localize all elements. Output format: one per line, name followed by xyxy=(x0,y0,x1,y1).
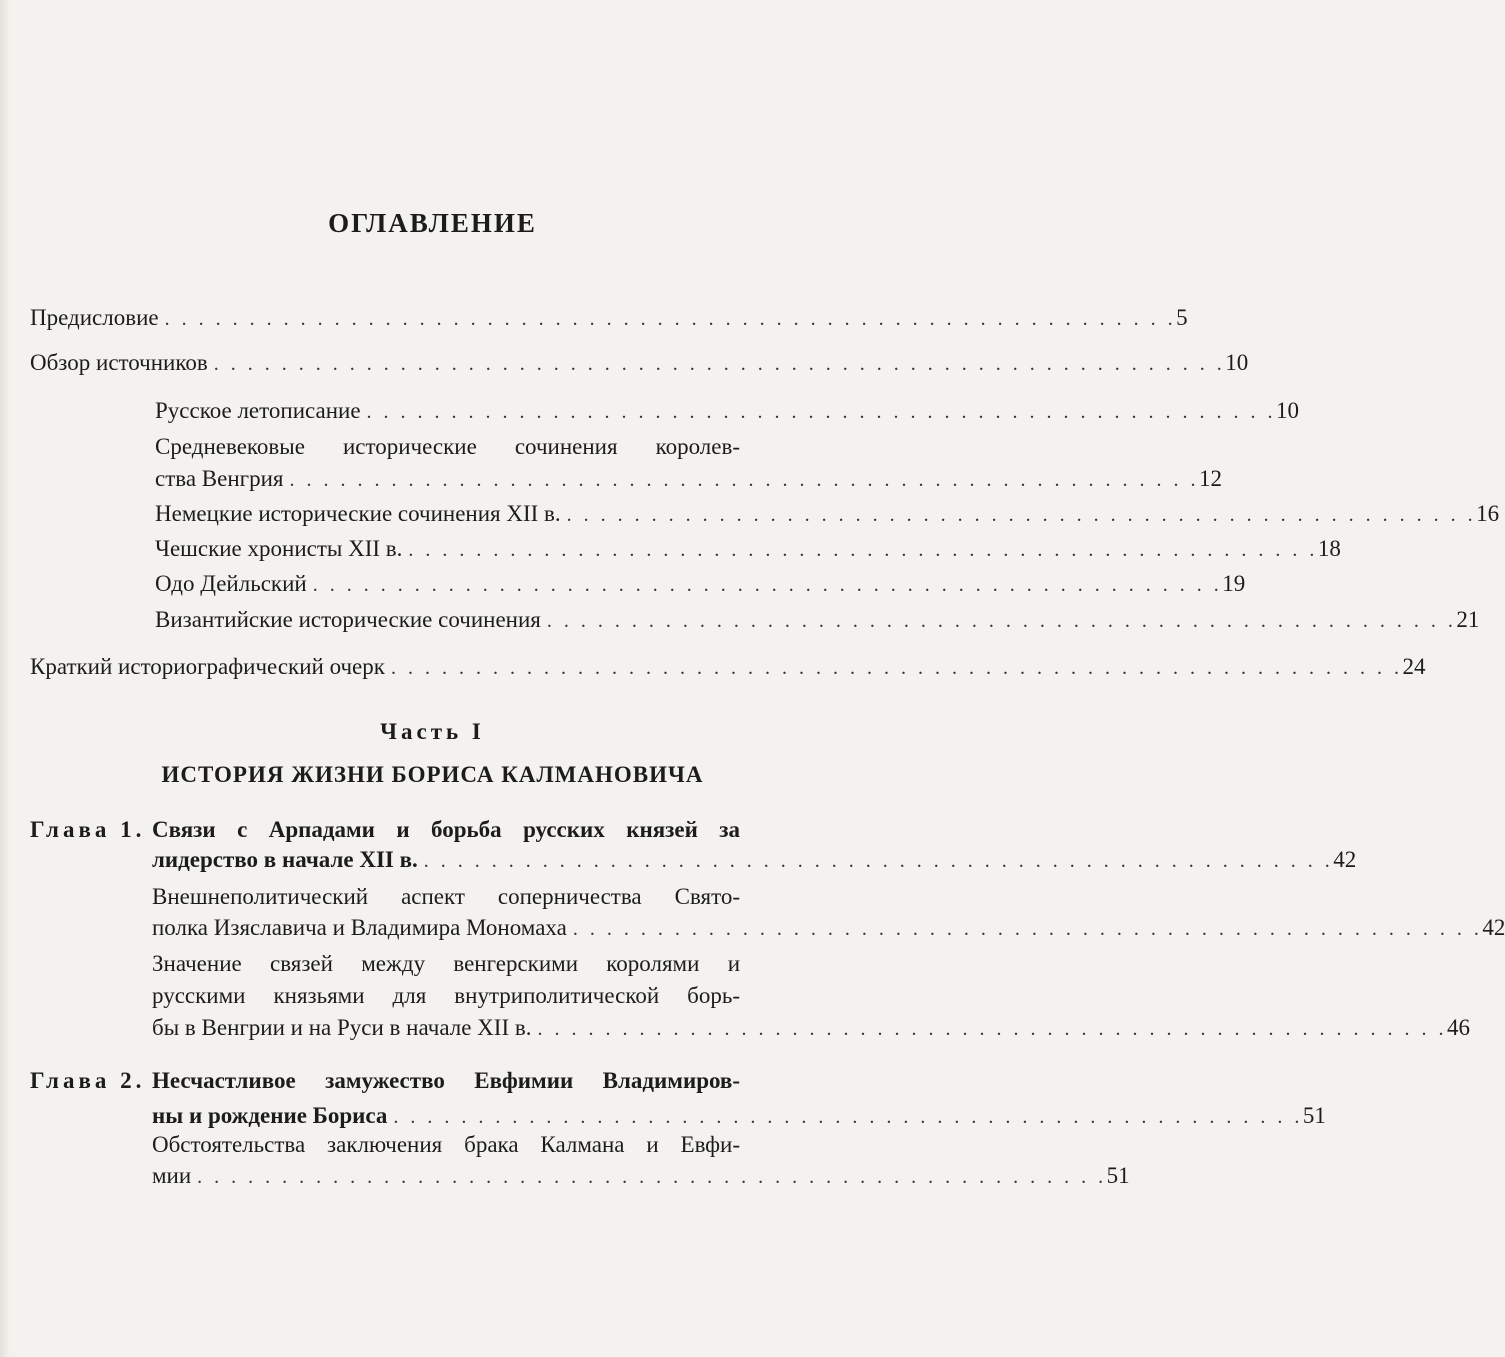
toc-entry-byzantine-sources[interactable] xyxy=(155,603,1480,638)
toc-page-number: 46 xyxy=(1446,1015,1470,1040)
toc-entry-label: бы в Венгрии и на Руси в начале XII в. xyxy=(152,1015,532,1040)
toc-entry-line: русскими князьями для внутриполитической борь- xyxy=(152,983,740,1008)
page-edge-shadow xyxy=(0,0,10,1357)
toc-entry-line: Средневековые исторические сочинения королев- xyxy=(155,434,740,459)
toc-page-number: 10 xyxy=(1225,350,1249,375)
toc-entry-line: Внешнеполитический аспект соперничества Свято- xyxy=(152,884,740,909)
toc-entry-historiography[interactable] xyxy=(30,650,1426,685)
toc-entry-label: ства Венгрия xyxy=(155,466,284,491)
toc-page-number: 10 xyxy=(1276,398,1300,423)
chapter-prefix: Глава 1. xyxy=(30,817,146,842)
toc-page-number: 19 xyxy=(1222,571,1246,596)
chapter-title-line: Несчастливое замужество Евфимии Владимиров- xyxy=(152,1068,740,1093)
toc-entry-label: Предисловие xyxy=(30,305,159,330)
toc-entry-label: мии xyxy=(152,1163,192,1188)
toc-page-number: 42 xyxy=(1333,847,1357,872)
page-title: ОГЛАВЛЕНИЕ xyxy=(328,208,537,238)
toc-entry-sources-overview[interactable] xyxy=(30,346,1249,381)
toc-entry-preface[interactable] xyxy=(30,301,1188,336)
toc-entry-label: Обзор источников xyxy=(30,350,208,375)
toc-entry-russian-chronicles[interactable] xyxy=(155,394,1300,429)
leader-dots: . . . . . . . . . . . . . . . . . . . . . . . . . . . . . . . . . . . . . . . . . . . . . . . . . . . . . . xyxy=(537,1018,1447,1040)
part-label: Часть I xyxy=(380,719,485,744)
toc-entry-internal-politics[interactable] xyxy=(152,1011,1470,1046)
leader-dots: . . . . . . . . . . . . . . . . . . . . . . . . . . . . . . . . . . . . . . . . . . . . . . . . . . . . . . xyxy=(566,504,1477,526)
leader-dots: . . . . . . . . . . . . . . . . . . . . . . . . . . . . . . . . . . . . . . . . . . . . . . . . . . . . . . xyxy=(312,574,1223,596)
toc-entry-foreign-policy[interactable] xyxy=(152,911,1505,946)
toc-entry-label: полка Изяславича и Владимира Мономаха xyxy=(152,915,567,940)
toc-page-number: 16 xyxy=(1476,501,1500,526)
toc-entry-hungarian-sources[interactable] xyxy=(155,462,1222,497)
toc-entry-marriage[interactable] xyxy=(152,1159,1130,1194)
toc-entry-label: Византийские исторические сочинения xyxy=(155,607,541,632)
leader-dots: . . . . . . . . . . . . . . . . . . . . . . . . . . . . . . . . . . . . . . . . . . . . . . . . . . . . . . xyxy=(366,401,1277,423)
toc-entry-chapter-1[interactable] xyxy=(152,843,1357,878)
leader-dots: . . . . . . . . . . . . . . . . . . . . . . . . . . . . . . . . . . . . . . . . . . . . . . . . . . . . . . . . . . . . xyxy=(164,308,1177,330)
leader-dots: . . . . . . . . . . . . . . . . . . . . . . . . . . . . . . . . . . . . . . . . . . . . . . . . . . . . . . xyxy=(423,850,1334,872)
part-title: ИСТОРИЯ ЖИЗНИ БОРИСА КАЛМАНОВИЧА xyxy=(161,762,704,787)
toc-page-number: 18 xyxy=(1317,536,1341,561)
toc-entry-line: Значение связей между венгерскими королями и xyxy=(152,951,740,976)
leader-dots: . . . . . . . . . . . . . . . . . . . . . . . . . . . . . . . . . . . . . . . . . . . . . . . . . . . . . . xyxy=(393,1106,1303,1128)
leader-dots: . . . . . . . . . . . . . . . . . . . . . . . . . . . . . . . . . . . . . . . . . . . . . . . . . . . . . . xyxy=(546,610,1457,632)
toc-entry-label: ны и рождение Бориса xyxy=(152,1103,388,1128)
leader-dots: . . . . . . . . . . . . . . . . . . . . . . . . . . . . . . . . . . . . . . . . . . . . . . . . . . . . . . . . . . . . xyxy=(390,657,1403,679)
leader-dots: . . . . . . . . . . . . . . . . . . . . . . . . . . . . . . . . . . . . . . . . . . . . . . . . . . . . . . xyxy=(289,469,1199,491)
leader-dots: . . . . . . . . . . . . . . . . . . . . . . . . . . . . . . . . . . . . . . . . . . . . . . . . . . . . . . . . . . . . xyxy=(213,353,1226,375)
toc-entry-odo-deuil[interactable] xyxy=(155,567,1246,602)
toc-entry-german-sources[interactable] xyxy=(155,497,1500,532)
toc-page-number: 12 xyxy=(1198,466,1222,491)
leader-dots: . . . . . . . . . . . . . . . . . . . . . . . . . . . . . . . . . . . . . . . . . . . . . . . . . . . . . . xyxy=(408,539,1318,561)
toc-page-number: 24 xyxy=(1402,654,1426,679)
toc-entry-label: Русское летописание xyxy=(155,398,361,423)
chapter-title-line: Связи с Арпадами и борьба русских князей за xyxy=(152,817,740,842)
toc-entry-line: Обстоятельства заключения брака Калмана и Евфи- xyxy=(152,1132,740,1157)
toc-entry-label: Краткий историографический очерк xyxy=(30,654,385,679)
toc-page-number: 51 xyxy=(1302,1103,1326,1128)
chapter-prefix: Глава 2. xyxy=(30,1068,146,1093)
toc-entry-label: Немецкие исторические сочинения XII в. xyxy=(155,501,561,526)
toc-page-number: 42 xyxy=(1482,915,1505,940)
toc-page-number: 5 xyxy=(1176,305,1188,330)
toc-page-number: 21 xyxy=(1456,607,1480,632)
toc-entry-label: Одо Дейльский xyxy=(155,571,307,596)
toc-entry-czech-chroniclers[interactable] xyxy=(155,532,1341,567)
toc-entry-label: лидерство в начале XII в. xyxy=(152,847,418,872)
toc-entry-label: Чешские хронисты XII в. xyxy=(155,536,403,561)
toc-page-number: 51 xyxy=(1106,1163,1130,1188)
leader-dots: . . . . . . . . . . . . . . . . . . . . . . . . . . . . . . . . . . . . . . . . . . . . . . . . . . . . . . xyxy=(197,1166,1107,1188)
leader-dots: . . . . . . . . . . . . . . . . . . . . . . . . . . . . . . . . . . . . . . . . . . . . . . . . . . . . . . xyxy=(572,918,1483,940)
